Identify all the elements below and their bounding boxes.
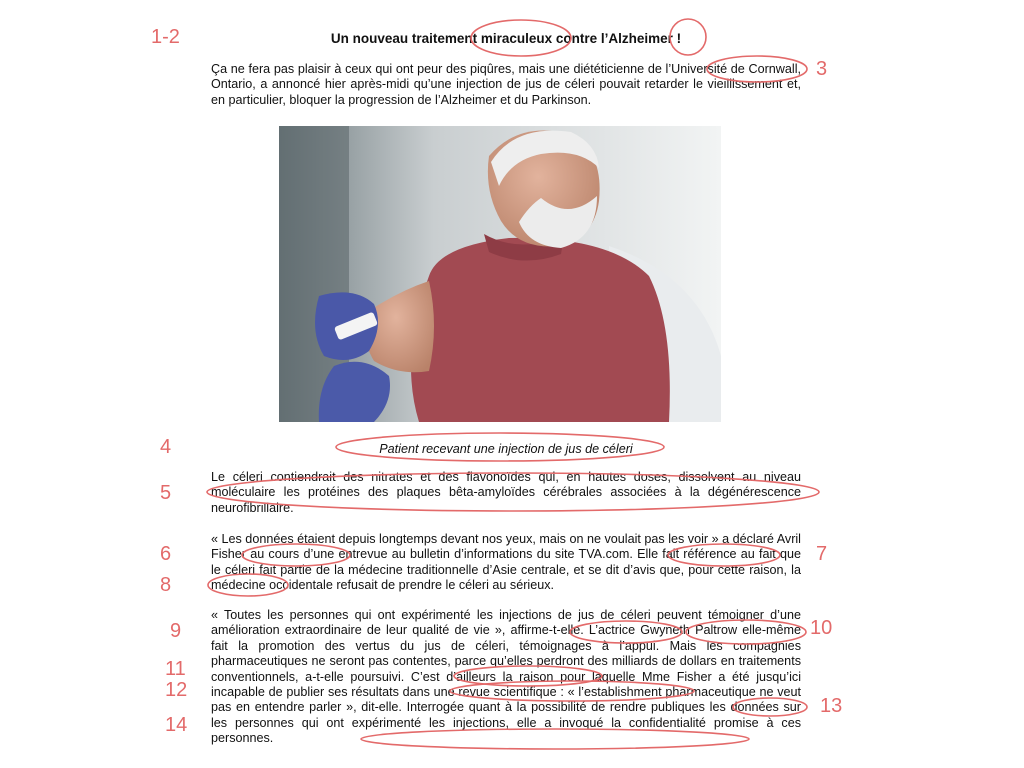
- marker-8: 8: [160, 574, 172, 596]
- marker-10: 10: [810, 617, 833, 639]
- marker-1-2: 1-2: [151, 26, 180, 48]
- marker-7: 7: [816, 543, 828, 565]
- photo-caption: Patient recevant une injection de jus de céleri: [379, 442, 633, 456]
- article-title: Un nouveau traitement miraculeux contre l’Alzheimer !: [330, 31, 682, 46]
- paragraph-testimonies: « Toutes les personnes qui ont expérimenté les injections de jus de céleri peuvent témoigner d’une amélioration extraordinaire de leur qualité de vie », affirme-t-elle. L’actrice Gwyneth Paltrow elle-même fait la promotion des vertus du jus de céleri, témoignages à l’appui. Mais les compagnies pharmaceutiques ne seront pas contentes, parce qu’elles perdront des milliards de dollars en traitements conventionnels, a-t-elle poursuivi. C’est d’ailleurs la raison pour laquelle Mme Fisher a été jusqu’ici incapable de publier ses résultats dans une revue scientifique : « l’establishment pharmaceutique ne veut pas en entendre parler », dit-elle. Interrogée quant à la possibilité de rendre publiques les données sur les personnes qui ont expérimenté les injections, elle a invoqué la confidentialité promise à ces personnes.: [211, 608, 801, 746]
- marker-13: 13: [820, 695, 843, 717]
- marker-14: 14: [165, 714, 188, 736]
- marker-12: 12: [165, 679, 188, 701]
- paragraph-celery-chemistry: Le céleri contiendrait des nitrates et des flavonoïdes qui, en hautes doses, dissolvent au niveau moléculaire les protéines des plaques bêta-amyloïdes cérébrales associées à la dégénérescence neurofibrillaire.: [211, 470, 801, 515]
- patient-injection-photo: [279, 126, 721, 422]
- paragraph-intro: Ça ne fera pas plaisir à ceux qui ont peur des piqûres, mais une diététicienne de l’Université de Cornwall, Ontario, a annoncé hier après-midi qu’une injection de jus de céleri pouvait retarder le vieillissement et, en particulier, bloquer la progression de l’Alzheimer et du Parkinson.: [211, 62, 801, 107]
- marker-9: 9: [170, 620, 182, 642]
- marker-4: 4: [160, 436, 172, 458]
- marker-5: 5: [160, 482, 172, 504]
- marker-11: 11: [165, 658, 186, 680]
- marker-6: 6: [160, 543, 172, 565]
- photo-illustration: [279, 126, 721, 422]
- paragraph-fisher-quote: « Les données étaient depuis longtemps devant nos yeux, mais on ne voulait pas les voir » a déclaré Avril Fisher au cours d’une entrevue au bulletin d’informations du site TVA.com. Elle fait référence au fait que le céleri fait partie de la médecine traditionnelle d’Asie centrale, et se dit d’avis que, pour cette raison, la médecine occidentale refusait de prendre le céleri au sérieux.: [211, 532, 801, 593]
- marker-3: 3: [816, 58, 828, 80]
